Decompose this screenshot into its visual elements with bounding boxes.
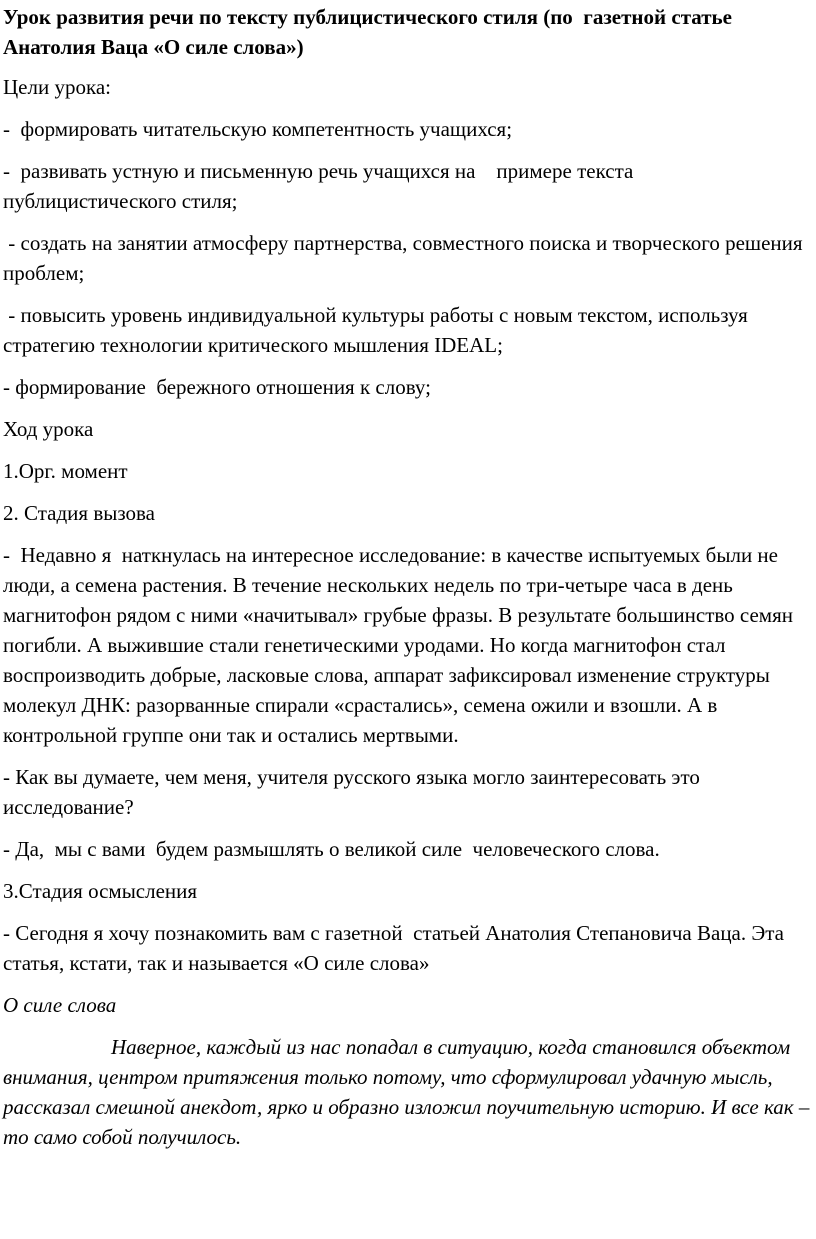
article-text: Наверное, каждый из нас попадал в ситуацию, когда становился объектом внимания, центром притяжения только потому, что сформулировал удачную мысль, рассказал смешной анекдот, ярко и образно изложил поучительную историю. И все как – то само собой получилось. [3,1035,810,1149]
document-title: Урок развития речи по тексту публицистического стиля (по газетной статье Анатолия Ваца «О силе слова») [3,5,743,59]
article-intro-paragraph: - Сегодня я хочу познакомить вам с газетной статьей Анатолия Степановича Ваца. Эта статья, кстати, так и называется «О силе слова» [3,921,790,975]
goal-item: - повысить уровень индивидуальной культуры работы с новым текстом, используя стратегию технологии критического мышления IDEAL; [3,303,753,357]
goals-list [3,114,812,402]
research-paragraph: - Недавно я наткнулась на интересное исследование: в качестве испытуемых были не люди, а семена растения. В течение нескольких недель по три-четыре часа в день магнитофон рядом с ними «начитывал» грубые фразы. В результате большинство семян погибли. А выжившие стали генетическими уродами. Но когда магнитофон стал воспроизводить добрые, ласковые слова, аппарат зафиксировал изменение структуры молекул ДНК: разорванные спирали «срастались», семена ожили и взошли. А в контрольной группе они так и остались мертвыми. [3,543,799,747]
stage-org: 1.Орг. момент [3,459,128,483]
lesson-heading: Ход урока [3,417,94,441]
goal-item: - формирование бережного отношения к слову; [3,375,431,399]
article-title: О силе слова [3,993,117,1017]
stage-comprehension: 3.Стадия осмысления [3,879,198,903]
goal-item: - развивать устную и письменную речь учащихся на примере текста публицистического стиля; [3,159,639,213]
teacher-answer: - Да, мы с вами будем размышлять о великой силе человеческого слова. [3,837,660,861]
goals-heading: Цели урока: [3,75,111,99]
goal-item: - формировать читательскую компетентность учащихся; [3,117,513,141]
teacher-question: - Как вы думаете, чем меня, учителя русского языка могло заинтересовать это исследование? [3,765,706,819]
stage-challenge: 2. Стадия вызова [3,501,155,525]
goal-item: - создать на занятии атмосферу партнерства, совместного поиска и творческого решения проблем; [3,231,808,285]
